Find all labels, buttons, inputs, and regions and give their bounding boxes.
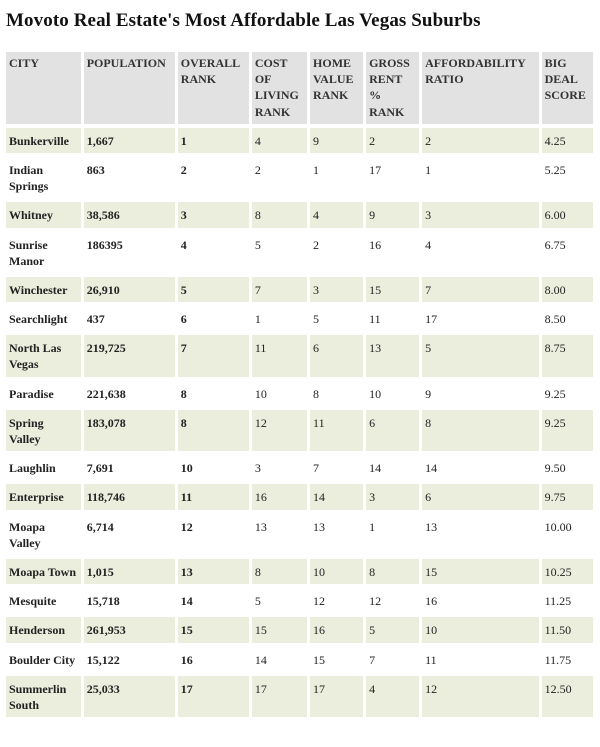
cell-big-deal-score: 8.50 (544, 312, 566, 327)
cell-overall-rank: 4 (180, 237, 187, 252)
cell-gross-rent-rank: 12 (369, 594, 382, 609)
cell-gross-rent-rank: 10 (369, 386, 382, 401)
cell-population: 437 (86, 312, 105, 327)
cell-population: 183,078 (84, 410, 175, 451)
cell-overall-rank: 14 (180, 594, 193, 609)
table-row (6, 484, 593, 509)
cell-overall-rank: 17 (178, 676, 249, 717)
cell-city: Henderson (6, 617, 81, 642)
header-home-value-rank: HOME VALUE RANK (310, 52, 363, 124)
cell-home-value-rank: 1 (313, 162, 320, 177)
cell-big-deal-score: 11.50 (542, 617, 593, 642)
table-row (6, 617, 593, 642)
cell-city: Spring Valley (6, 410, 81, 451)
header-city: CITY (6, 52, 81, 124)
cell-affordability-ratio: 16 (425, 594, 438, 609)
cell-big-deal-score: 9.75 (542, 484, 593, 509)
table-row (6, 514, 593, 555)
cell-affordability-ratio: 3 (422, 202, 538, 227)
cell-cost-of-living-rank: 1 (254, 312, 261, 327)
page-title: Movoto Real Estate's Most Affordable Las Vegas Suburbs (6, 10, 481, 31)
cell-big-deal-score: 6.00 (542, 202, 593, 227)
cell-overall-rank: 8 (180, 386, 187, 401)
cell-home-value-rank: 16 (310, 617, 363, 642)
cell-gross-rent-rank: 6 (366, 410, 419, 451)
cell-city: Whitney (6, 202, 81, 227)
cell-overall-rank: 15 (178, 617, 249, 642)
cell-population: 221,638 (86, 386, 126, 401)
cell-cost-of-living-rank: 3 (254, 461, 261, 476)
cell-home-value-rank: 12 (313, 594, 326, 609)
table-row (6, 455, 593, 480)
cell-big-deal-score: 12.50 (542, 676, 593, 717)
cell-overall-rank: 7 (178, 335, 249, 376)
cell-cost-of-living-rank: 4 (252, 128, 307, 153)
cell-home-value-rank: 4 (310, 202, 363, 227)
cell-home-value-rank: 14 (310, 484, 363, 509)
cell-home-value-rank: 15 (313, 652, 326, 667)
cell-big-deal-score: 8.00 (542, 277, 593, 302)
cell-overall-rank: 16 (180, 652, 193, 667)
cell-big-deal-score: 10.25 (542, 559, 593, 584)
header-affordability-ratio: AFFORDABILITY RATIO (422, 52, 538, 124)
cell-population: 261,953 (84, 617, 175, 642)
cell-overall-rank: 11 (178, 484, 249, 509)
cell-big-deal-score: 8.75 (542, 335, 593, 376)
cell-cost-of-living-rank: 14 (254, 652, 267, 667)
cell-population: 38,586 (84, 202, 175, 227)
cell-population: 118,746 (84, 484, 175, 509)
table-row (6, 306, 593, 331)
cell-big-deal-score: 11.75 (544, 652, 572, 667)
header-big-deal-score: BIG DEAL SCORE (542, 52, 593, 124)
header-population: POPULATION (84, 52, 175, 124)
cell-affordability-ratio: 8 (422, 410, 538, 451)
cell-home-value-rank: 11 (310, 410, 363, 451)
table-row (6, 202, 593, 227)
header-overall-rank: OVERALL RANK (178, 52, 249, 124)
table-header-row (6, 52, 593, 124)
cell-gross-rent-rank: 17 (369, 162, 382, 177)
cell-city: Boulder City (9, 652, 76, 667)
cell-overall-rank: 12 (180, 519, 193, 534)
cell-population: 186395 (86, 237, 123, 252)
cell-city: North Las Vegas (6, 335, 81, 376)
cell-overall-rank: 8 (178, 410, 249, 451)
cell-cost-of-living-rank: 8 (252, 559, 307, 584)
cell-big-deal-score: 4.25 (542, 128, 593, 153)
cell-gross-rent-rank: 14 (369, 461, 382, 476)
cell-big-deal-score: 11.25 (544, 594, 572, 609)
table-row (6, 277, 593, 302)
cell-home-value-rank: 9 (310, 128, 363, 153)
cell-overall-rank: 3 (178, 202, 249, 227)
cell-city: Indian Springs (9, 162, 49, 194)
cell-affordability-ratio: 4 (425, 237, 432, 252)
cell-affordability-ratio: 1 (425, 162, 432, 177)
cell-population: 219,725 (84, 335, 175, 376)
cell-gross-rent-rank: 16 (369, 237, 382, 252)
cell-city: Enterprise (6, 484, 81, 509)
table-body (6, 128, 593, 717)
cell-cost-of-living-rank: 5 (254, 594, 261, 609)
cell-gross-rent-rank: 7 (369, 652, 376, 667)
cell-city: Sunrise Manor (9, 237, 48, 268)
table-row (6, 410, 593, 451)
cell-affordability-ratio: 7 (422, 277, 538, 302)
table-row (6, 335, 593, 376)
cell-big-deal-score: 9.25 (544, 386, 566, 401)
cell-cost-of-living-rank: 11 (252, 335, 307, 376)
cell-big-deal-score: 9.25 (542, 410, 593, 451)
cell-home-value-rank: 8 (313, 386, 320, 401)
cell-affordability-ratio: 6 (422, 484, 538, 509)
cell-home-value-rank: 3 (310, 277, 363, 302)
cell-big-deal-score: 6.75 (544, 237, 566, 252)
table-row (6, 588, 593, 613)
table-row (6, 232, 593, 273)
cell-cost-of-living-rank: 7 (252, 277, 307, 302)
cell-population: 863 (86, 162, 105, 177)
table-row (6, 157, 593, 198)
cell-population: 1,667 (84, 128, 175, 153)
table-row (6, 647, 593, 672)
cell-big-deal-score: 9.50 (544, 461, 566, 476)
cell-cost-of-living-rank: 16 (252, 484, 307, 509)
cell-affordability-ratio: 11 (425, 652, 437, 667)
cell-home-value-rank: 6 (310, 335, 363, 376)
cell-affordability-ratio: 12 (422, 676, 538, 717)
cell-big-deal-score: 5.25 (544, 162, 566, 177)
cell-affordability-ratio: 5 (422, 335, 538, 376)
cell-affordability-ratio: 2 (422, 128, 538, 153)
cell-gross-rent-rank: 1 (369, 519, 376, 534)
cell-population: 25,033 (84, 676, 175, 717)
cell-overall-rank: 1 (178, 128, 249, 153)
cell-gross-rent-rank: 2 (366, 128, 419, 153)
cell-cost-of-living-rank: 5 (254, 237, 261, 252)
cell-city: Bunkerville (6, 128, 81, 153)
cell-overall-rank: 13 (178, 559, 249, 584)
cell-affordability-ratio: 13 (425, 519, 438, 534)
cell-gross-rent-rank: 4 (366, 676, 419, 717)
cell-population: 6,714 (86, 519, 114, 534)
header-cost-of-living-rank: COST OF LIVING RANK (252, 52, 307, 124)
cell-city: Searchlight (9, 312, 68, 327)
cell-overall-rank: 10 (180, 461, 193, 476)
cell-gross-rent-rank: 11 (369, 312, 381, 327)
cell-city: Laughlin (9, 461, 56, 476)
cell-gross-rent-rank: 3 (366, 484, 419, 509)
cell-big-deal-score: 10.00 (544, 519, 572, 534)
cell-home-value-rank: 17 (310, 676, 363, 717)
cell-gross-rent-rank: 13 (366, 335, 419, 376)
cell-city: Moapa Town (6, 559, 81, 584)
cell-cost-of-living-rank: 15 (252, 617, 307, 642)
cell-cost-of-living-rank: 13 (254, 519, 267, 534)
header-gross-rent-rank: GROSS RENT % RANK (366, 52, 419, 124)
cell-gross-rent-rank: 9 (366, 202, 419, 227)
cell-affordability-ratio: 15 (422, 559, 538, 584)
cell-city: Summerlin South (6, 676, 81, 717)
cell-cost-of-living-rank: 12 (252, 410, 307, 451)
cell-home-value-rank: 5 (313, 312, 320, 327)
cell-affordability-ratio: 9 (425, 386, 432, 401)
cell-population: 15,122 (86, 652, 120, 667)
table-row (6, 381, 593, 406)
cell-gross-rent-rank: 5 (366, 617, 419, 642)
cell-cost-of-living-rank: 10 (254, 386, 267, 401)
cell-cost-of-living-rank: 17 (252, 676, 307, 717)
cell-affordability-ratio: 10 (422, 617, 538, 642)
table-row (6, 676, 593, 717)
cell-city: Paradise (9, 386, 54, 401)
table-row (6, 559, 593, 584)
cell-home-value-rank: 7 (313, 461, 320, 476)
cell-city: Winchester (6, 277, 81, 302)
cell-cost-of-living-rank: 2 (254, 162, 261, 177)
cell-home-value-rank: 13 (313, 519, 326, 534)
cell-population: 26,910 (84, 277, 175, 302)
cell-population: 15,718 (86, 594, 120, 609)
cell-overall-rank: 2 (180, 162, 187, 177)
cell-home-value-rank: 2 (313, 237, 320, 252)
cell-affordability-ratio: 14 (425, 461, 438, 476)
cell-cost-of-living-rank: 8 (252, 202, 307, 227)
cell-population: 7,691 (86, 461, 114, 476)
cell-overall-rank: 6 (180, 312, 187, 327)
cell-population: 1,015 (84, 559, 175, 584)
cell-overall-rank: 5 (178, 277, 249, 302)
cell-gross-rent-rank: 15 (366, 277, 419, 302)
cell-city: Mesquite (9, 594, 57, 609)
cell-gross-rent-rank: 8 (366, 559, 419, 584)
cell-city: Moapa Valley (9, 519, 45, 550)
affordability-table (3, 48, 596, 721)
table-row (6, 128, 593, 153)
cell-home-value-rank: 10 (310, 559, 363, 584)
cell-affordability-ratio: 17 (425, 312, 438, 327)
